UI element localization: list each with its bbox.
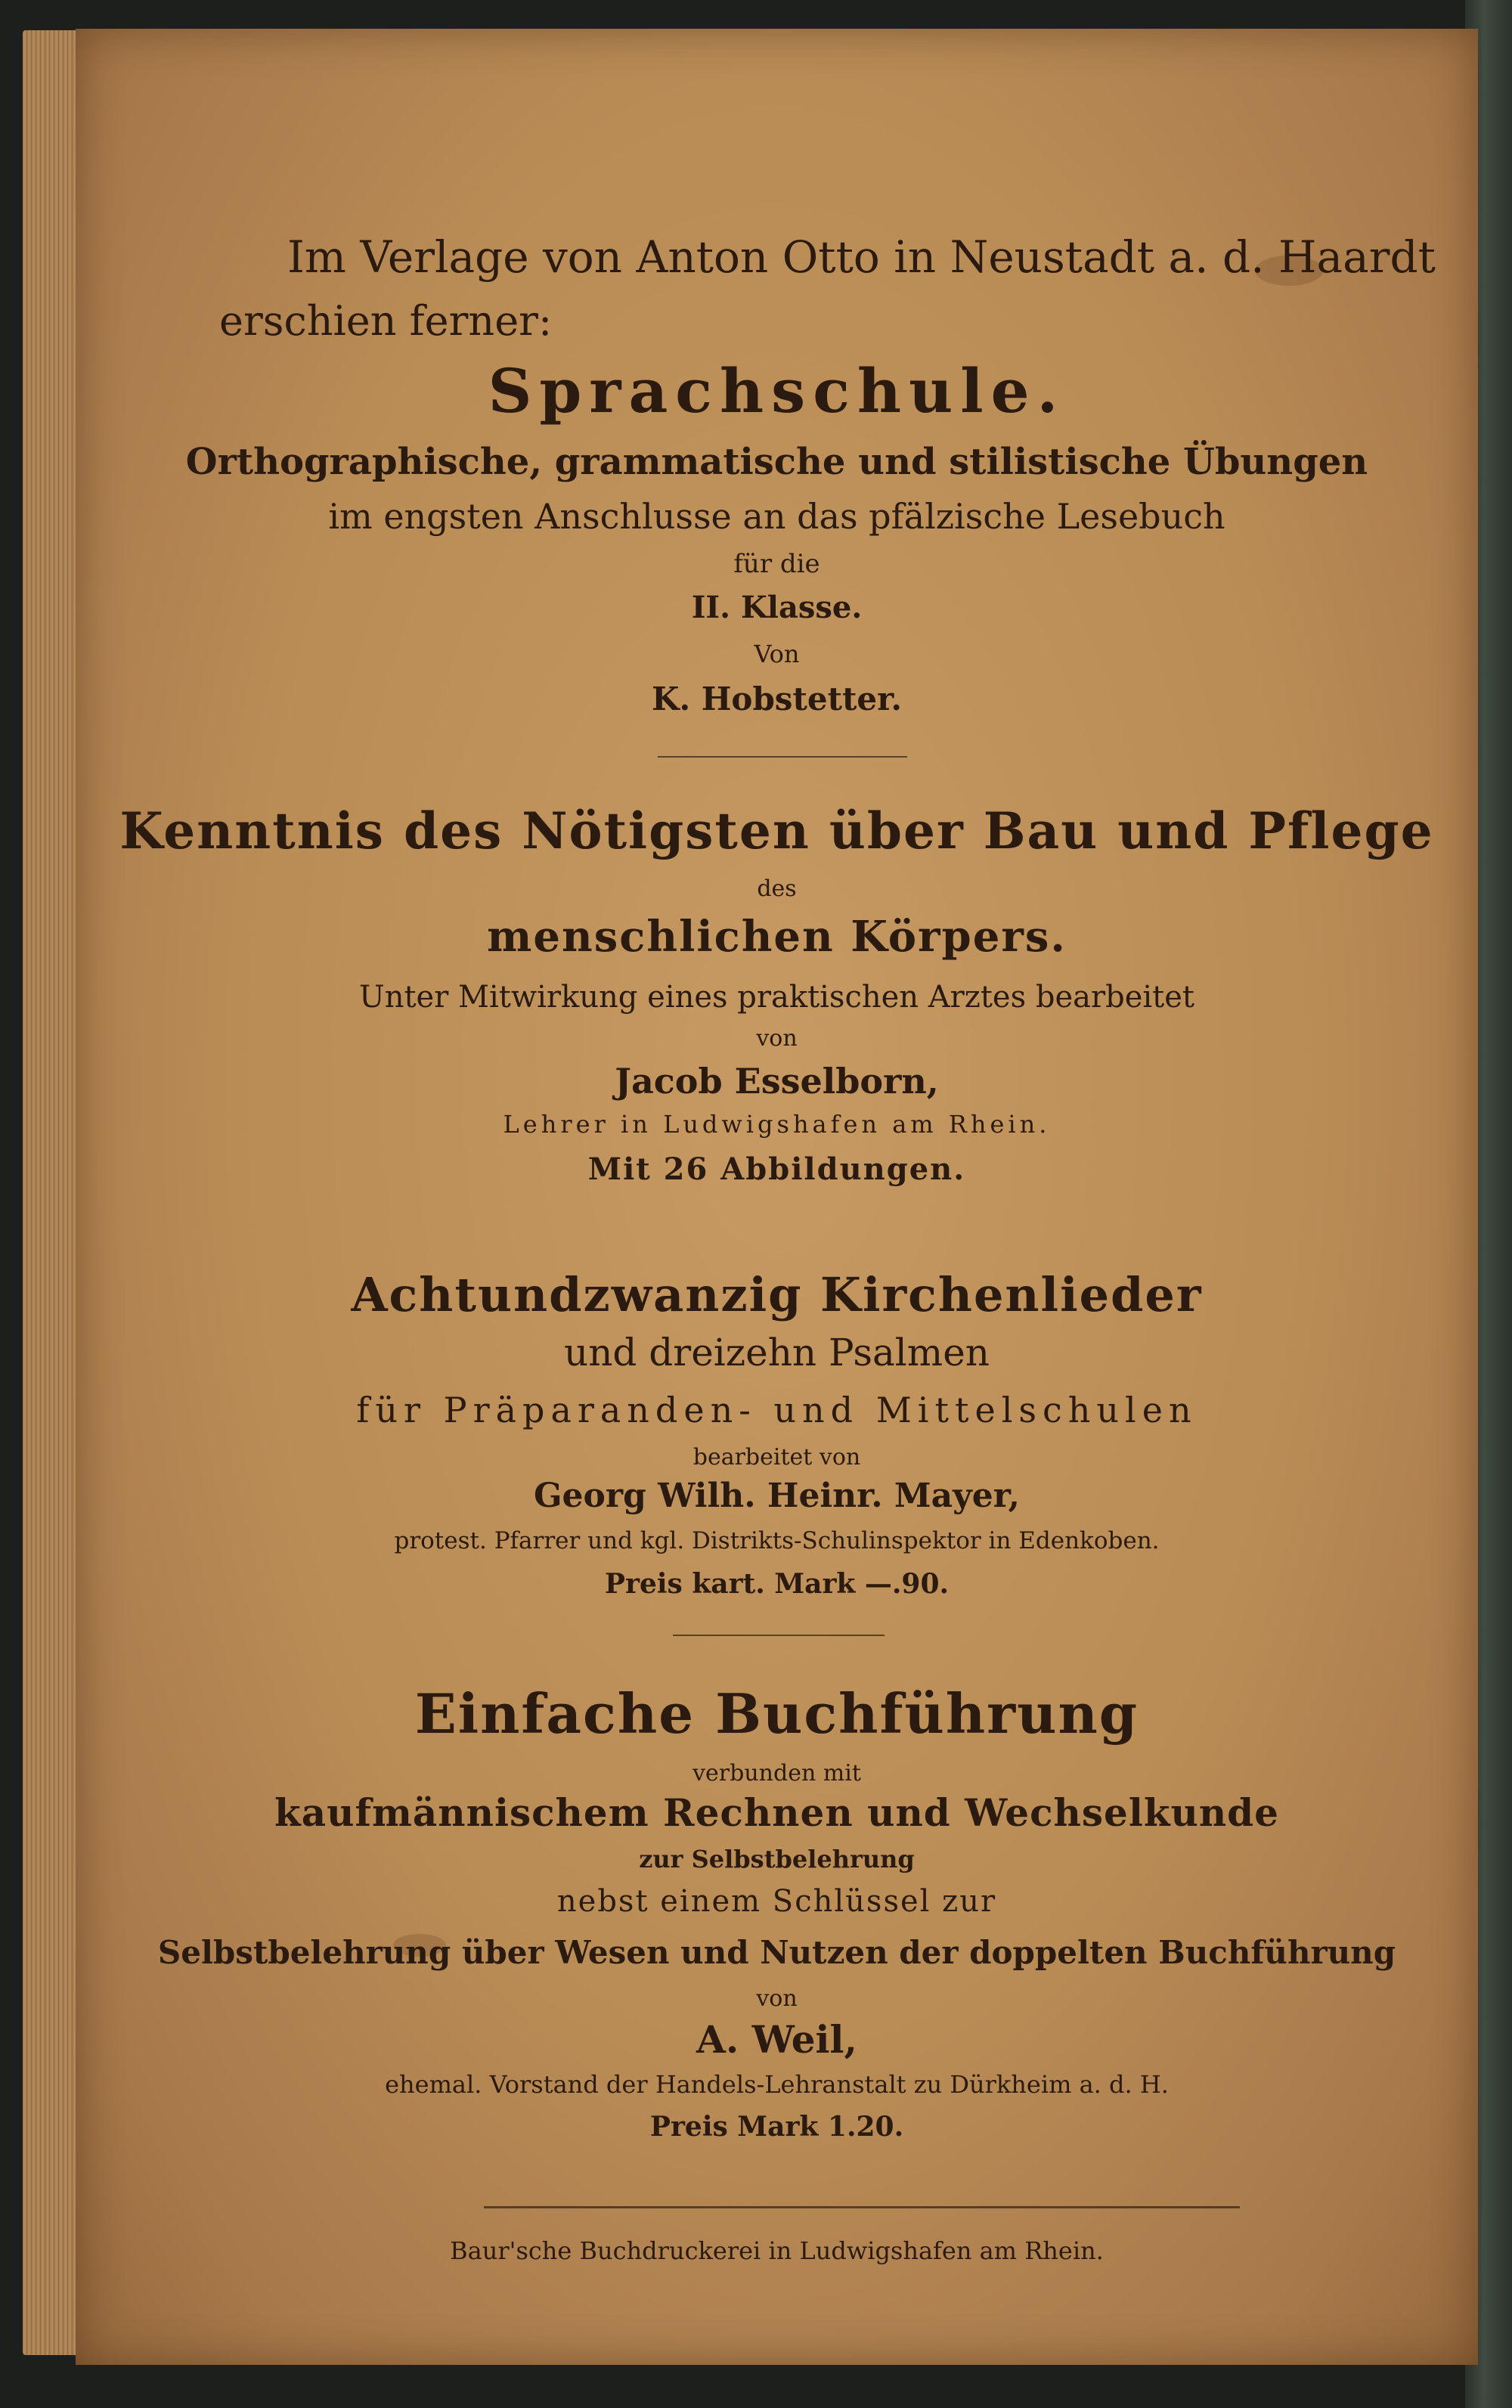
divider bbox=[658, 756, 907, 758]
printer-imprint: Baur'sche Buchdruckerei in Ludwigshafen am Rhein. bbox=[450, 2236, 1104, 2265]
book3-price: Preis kart. Mark —.90. bbox=[604, 1568, 950, 1600]
book4-title: Einfache Buchführung bbox=[414, 1681, 1139, 1746]
book2-des-label: des bbox=[757, 875, 797, 902]
book4-price: Preis Mark 1.20. bbox=[649, 2111, 904, 2143]
book1-class: II. Klasse. bbox=[691, 590, 863, 625]
book4-title2: kaufmännischem Rechnen und Wechselkunde bbox=[274, 1790, 1279, 1835]
book2-note: Mit 26 Abbildungen. bbox=[587, 1151, 966, 1187]
book3-by-label: bearbeitet von bbox=[692, 1444, 861, 1471]
book2-author-role: Lehrer in Ludwigshafen am Rhein. bbox=[503, 1110, 1051, 1139]
book1-subtitle2: im engsten Anschlusse an das pfälzische Lesebuch bbox=[328, 496, 1225, 537]
book1-author: K. Hobstetter. bbox=[652, 680, 902, 717]
book3-title3: für Präparanden- und Mittelschulen bbox=[356, 1390, 1198, 1430]
book2-subtitle: Unter Mitwirkung eines praktischen Arztes bearbeitet bbox=[359, 980, 1194, 1015]
book4-title4: nebst einem Schlüssel zur bbox=[556, 1884, 997, 1919]
book4-connector: verbunden mit bbox=[692, 1760, 861, 1787]
book4-author-role: ehemal. Vorstand der Handels-Lehranstalt zu Dürkheim a. d. H. bbox=[385, 2070, 1169, 2099]
divider bbox=[484, 2206, 1240, 2208]
book1-for-label: für die bbox=[733, 549, 820, 579]
book3-author: Georg Wilh. Heinr. Mayer, bbox=[533, 1477, 1020, 1515]
book3-title2: und dreizehn Psalmen bbox=[564, 1331, 990, 1374]
divider bbox=[673, 1635, 885, 1636]
publisher-intro-line1: Im Verlage von Anton Otto in Neustadt a. d. Haardt bbox=[287, 231, 1436, 283]
publisher-intro-line2: erschien ferner: bbox=[219, 297, 553, 345]
book4-title5: Selbstbelehrung über Wesen und Nutzen der doppelten Buchführung bbox=[157, 1934, 1396, 1971]
book-page bbox=[76, 29, 1478, 2365]
book3-author-role: protest. Pfarrer und kgl. Distrikts-Schulinspektor in Edenkoben. bbox=[394, 1527, 1160, 1554]
book3-title: Achtundzwanzig Kirchenlieder bbox=[351, 1267, 1203, 1322]
book2-author: Jacob Esselborn, bbox=[615, 1061, 939, 1102]
book1-subtitle: Orthographische, grammatische und stilistische Übungen bbox=[185, 441, 1368, 483]
book2-title: Kenntnis des Nötigsten über Bau und Pflege bbox=[119, 801, 1434, 860]
book4-author: A. Weil, bbox=[696, 2017, 857, 2062]
book1-by-label: Von bbox=[754, 640, 800, 668]
book4-title3: zur Selbstbelehrung bbox=[639, 1845, 915, 1873]
book4-by-label: von bbox=[756, 1985, 798, 2012]
book2-by-label: von bbox=[756, 1025, 798, 1052]
book1-title: Sprachschule. bbox=[488, 355, 1066, 426]
book2-title2: menschlichen Körpers. bbox=[487, 912, 1067, 962]
